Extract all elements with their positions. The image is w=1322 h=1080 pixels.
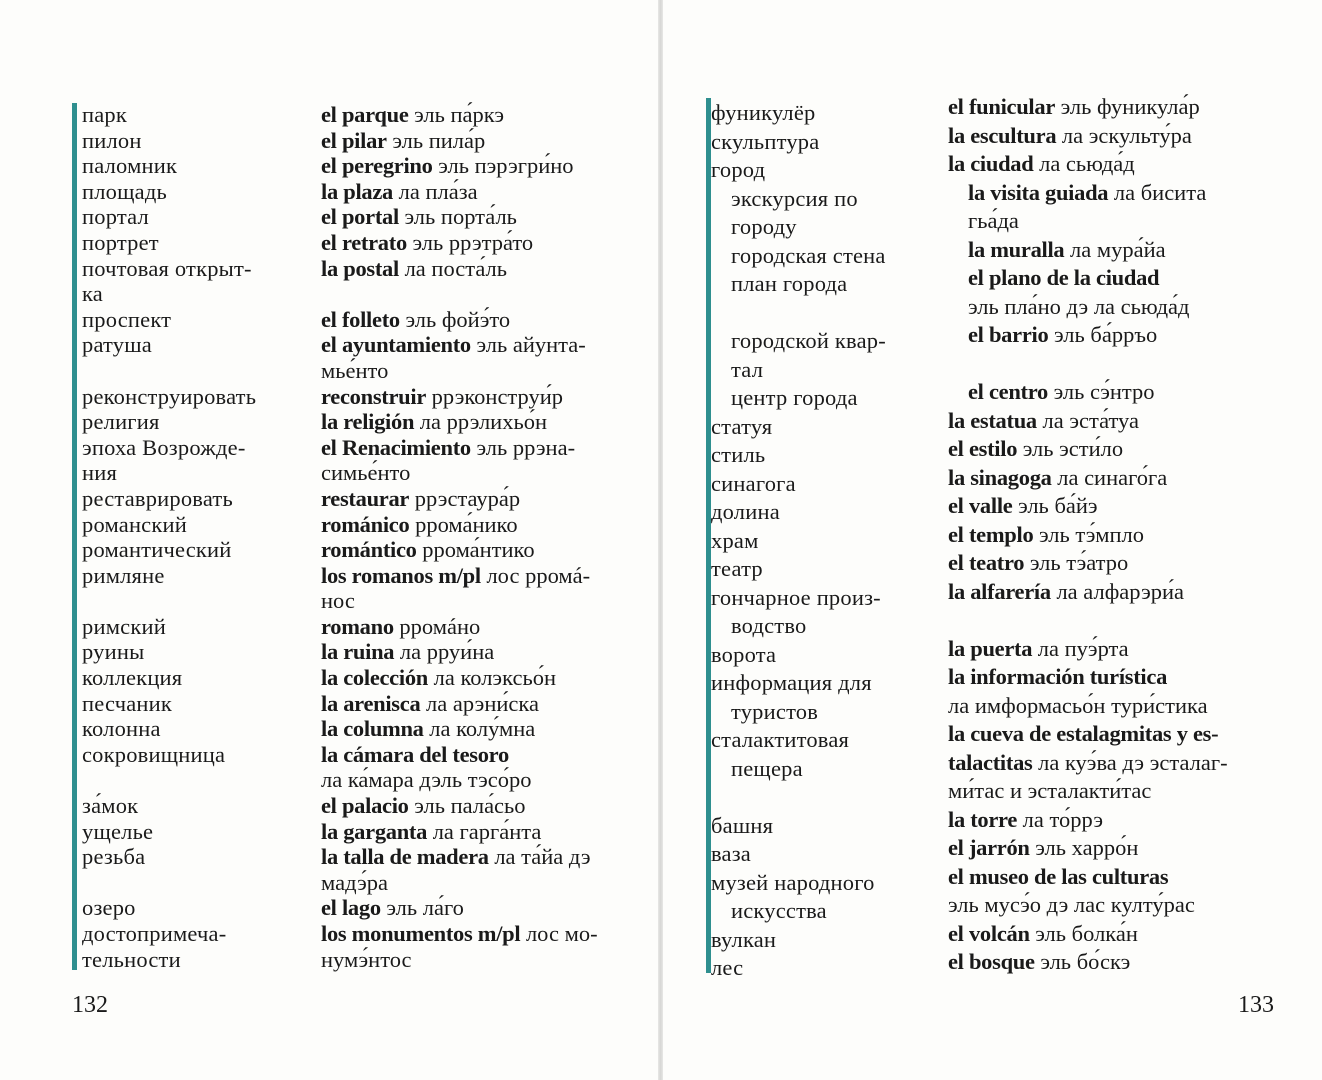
russian-term: информация для [711,670,872,695]
pronunciation: эль пла́но дэ ла сьюда́д [968,293,1190,319]
spanish-term: el peregrino [321,153,433,179]
spanish-term: la plaza [321,178,393,204]
spanish-term: la estatua [948,407,1037,433]
russian-term: за́мок [82,793,139,819]
pronunciation: эль бо́скэ [1034,949,1131,974]
russian-term: план города [731,271,848,296]
pronunciation: ла эскульту́ра [1056,122,1192,148]
russian-term: романтический [82,537,232,563]
left-russian-column [82,102,310,972]
spanish-term: el parque [321,102,409,127]
spanish-term: la escultura [948,122,1057,148]
spanish-term: el retrato [321,229,407,255]
spanish-term: los monumentos m/pl [321,921,521,946]
pronunciation: ла бисита [1108,179,1207,205]
russian-term: лес [711,955,744,980]
pronunciation: эль пала́сьо [408,793,526,819]
russian-term: ка [82,281,103,307]
russian-term: ущелье [82,818,154,844]
spanish-entry [948,521,1293,550]
spanish-term: el volcán [948,920,1030,946]
spanish-entry [948,321,1293,350]
spanish-entry [948,464,1293,493]
pronunciation: эль пэрэгри́но [432,153,574,179]
pronunciation: ррэстаура́р [409,485,521,511]
book-gutter [658,0,663,1080]
russian-term: руины [82,639,145,665]
spanish-term: la cámara del tesoro [321,741,509,767]
russian-term: водство [731,613,807,638]
pronunciation: эль эсти́ло [1017,436,1124,461]
pronunciation: ла ка́мара дэль тэсо́ро [321,767,532,793]
spanish-term: la sinagoga [948,464,1052,490]
russian-term [82,358,310,384]
russian-term: достопримеча- [82,921,227,946]
pronunciation: эль болка́н [1029,920,1138,946]
spanish-entry [948,236,1293,265]
russian-term: городской квар- [731,328,886,353]
spanish-entry [948,293,1293,322]
spanish-term: la torre [948,806,1018,832]
spanish-entry [321,563,641,589]
spanish-entry [948,350,1293,379]
spanish-entry [321,588,641,614]
spanish-entry [321,204,641,230]
spanish-entry [321,691,641,717]
pronunciation: эль мусэ́о дэ лас култу́рас [948,892,1195,917]
pronunciation: нос [321,588,355,614]
spanish-entry [321,793,641,819]
russian-term: искусства [731,898,827,923]
spanish-term: el Renacimiento [321,434,471,460]
russian-term: город [711,157,766,182]
spanish-term: el jarrón [948,835,1030,860]
spanish-entry [321,281,641,307]
pronunciation: эль порта́ль [398,204,517,230]
spanish-entry [321,895,641,921]
russian-term: озеро [82,895,136,921]
spanish-entry [321,947,641,973]
russian-term: колонна [82,716,161,742]
russian-term: вулкан [711,926,777,952]
spanish-entry [948,863,1293,892]
russian-term: религия [82,409,160,435]
spanish-entry [948,578,1293,607]
pronunciation: ла пла́за [392,178,478,204]
spanish-entry [321,870,641,896]
spanish-entry [321,512,641,538]
spanish-entry [948,777,1293,806]
spanish-term: el lago [321,895,381,921]
spanish-term: la talla de madera [321,844,489,870]
pronunciation: ла поста́ль [398,255,508,281]
pronunciation: мье́нто [321,357,389,383]
spanish-entry [321,256,641,282]
pronunciation: ла то́ррэ [1017,806,1103,832]
pronunciation: эль фуникула́р [1055,94,1200,119]
spanish-entry [948,635,1293,664]
russian-term: парк [82,102,128,127]
spanish-entry [948,407,1293,436]
spanish-entry [321,716,641,742]
russian-term [82,870,310,896]
spanish-term: la arenisca [321,690,421,716]
pronunciation: лос мо- [520,921,598,946]
russian-term: пещера [731,755,803,781]
russian-term: долина [711,499,780,524]
pronunciation: эль па́ркэ [408,102,505,127]
pronunciation: ла эста́туа [1036,407,1139,433]
spanish-term: el teatro [948,550,1025,575]
spanish-entry [948,378,1293,407]
spanish-entry [948,692,1293,721]
spanish-term: restaurar [321,485,410,511]
russian-term: городу [731,214,797,239]
pronunciation: ла куэ́ва дэ эсталаг- [1032,749,1228,775]
russian-term: реставрировать [82,485,233,511]
spanish-term: la ciudad [948,151,1034,176]
russian-term: песчаник [82,690,173,716]
pronunciation: ррома́нико [409,511,518,537]
pronunciation: симье́нто [321,460,411,486]
russian-term: паломник [82,153,178,179]
spanish-term: el templo [948,521,1034,547]
spanish-term: romano [321,613,394,639]
pronunciation: ла имформасьо́н тури́стика [948,692,1208,718]
russian-term: ваза [711,841,751,866]
spanish-entry [321,486,641,512]
spanish-entry [321,537,641,563]
spanish-term: la muralla [968,236,1065,262]
russian-term: коллекция [82,665,183,691]
spanish-entry [321,460,641,486]
spanish-entry [321,358,641,384]
russian-term [82,767,310,793]
spanish-term: la garganta [321,818,428,844]
spanish-term: el palacio [321,793,409,819]
russian-term: скульптура [711,128,820,154]
russian-term [82,588,310,614]
pronunciation: эль ррэна- [470,434,576,460]
russian-term: романский [82,511,187,537]
pronunciation: эль сэ́нтро [1047,379,1155,404]
pronunciation: ла алфарэри́а [1050,578,1185,604]
spanish-entry [948,806,1293,835]
russian-term: тельности [82,946,181,972]
spanish-term: la ruina [321,639,395,665]
pronunciation: ла сьюда́д [1033,151,1135,176]
spanish-entry [321,307,641,333]
spanish-term: el bosque [948,949,1035,974]
spanish-entry [321,409,641,435]
spanish-entry [948,891,1293,920]
spanish-term: reconstruir [321,383,427,409]
spanish-term: la religión [321,409,415,435]
spanish-entry [948,834,1293,863]
russian-term: гончарное произ- [711,584,881,610]
spanish-entry [321,639,641,665]
russian-term: храм [711,527,759,553]
spanish-term: la puerta [948,635,1033,661]
russian-term: сокровищница [82,741,226,767]
russian-term: центр города [731,385,858,410]
pronunciation: эль ла́го [380,895,464,921]
pronunciation: ми́тас и эсталакти́тас [948,778,1152,803]
spanish-entry [321,819,641,845]
russian-term: ратуша [82,332,152,358]
russian-term: экскурсия по [731,185,858,211]
russian-term: реконструировать [82,383,257,409]
spanish-entry [948,948,1293,977]
spanish-entry [321,153,641,179]
pronunciation: ла колэксьо́н [428,665,557,691]
spanish-entry [948,122,1293,151]
pronunciation: эль тэ́мпло [1033,521,1145,547]
spanish-entry [948,264,1293,293]
spanish-term: el centro [968,379,1048,404]
pronunciation: лос рромá- [480,562,591,588]
spanish-term: la colección [321,665,428,691]
spanish-entry [321,384,641,410]
russian-term: синагога [711,470,796,496]
spanish-entry [948,150,1293,179]
spanish-entry [321,128,641,154]
spanish-entry [948,720,1293,749]
spanish-term: el estilo [948,436,1018,461]
pronunciation: эль айунта- [470,332,586,358]
pronunciation: гьа́да [968,208,1019,233]
russian-term: римляне [82,562,165,588]
pronunciation: мадэ́ра [321,869,388,895]
spanish-entry [948,749,1293,778]
spanish-entry [321,844,641,870]
pronunciation: ла арэни́ска [420,690,539,716]
pronunciation: эль тэ́атро [1024,550,1129,575]
russian-term [711,783,926,812]
right-russian-column [711,99,926,983]
spanish-entry [321,665,641,691]
pronunciation: ррома́нтико [416,537,535,563]
spanish-entry [948,492,1293,521]
pronunciation: ла синаго́га [1051,464,1168,490]
pronunciation: эль фойэ́то [399,306,511,332]
russian-term: стиль [711,442,766,467]
russian-term: площадь [82,178,167,204]
spanish-entry [321,767,641,793]
russian-term: резьба [82,844,146,870]
spanish-entry [321,921,641,947]
russian-term [711,299,926,328]
spanish-term: el museo de las culturas [948,863,1169,889]
spanish-entry [321,102,641,128]
russian-term: портрет [82,229,159,255]
russian-term: почтовая открыт- [82,255,252,281]
russian-term: театр [711,556,763,581]
page-number-right: 133 [1238,992,1274,1018]
pronunciation: ла колу́мна [423,716,536,742]
spanish-entry [948,179,1293,208]
pronunciation: эль ба́рръо [1048,322,1158,347]
pronunciation: нумэ́нтос [321,946,412,972]
pronunciation: эль пила́р [386,127,486,153]
spanish-entry [948,207,1293,236]
spanish-term: el ayuntamiento [321,332,471,358]
spanish-term: la información turística [948,664,1168,689]
pronunciation: ла та́йа дэ [488,844,591,870]
spanish-term: talactitas [948,749,1033,775]
russian-term: римский [82,613,166,639]
spanish-term: románico [321,511,410,537]
left-column-marker-bar [72,103,77,970]
spanish-term: el plano de la ciudad [968,265,1160,290]
spanish-term: la cueva de estalagmitas y es- [948,721,1219,746]
spanish-term: el folleto [321,306,400,332]
russian-term: статуя [711,413,773,439]
spanish-entry [321,230,641,256]
russian-term: музей народного [711,869,875,895]
pronunciation: ррэконструи́р [426,383,564,409]
spanish-term: la columna [321,716,424,742]
pronunciation: эль ррэтра́то [406,229,534,255]
spanish-entry [948,549,1293,578]
right-spanish-column [948,93,1293,977]
spanish-term: la postal [321,255,399,281]
pronunciation: рромáно [393,613,481,639]
left-spanish-column [321,102,641,972]
russian-term: ворота [711,641,777,667]
pronunciation: ла мура́йа [1064,236,1166,262]
pronunciation: эль харро́н [1029,835,1139,860]
russian-term: ния [82,460,118,486]
russian-term: портал [82,204,149,230]
pronunciation: ла гарга́нта [427,818,542,844]
spanish-entry [321,332,641,358]
russian-term: городская стена [731,242,886,268]
spanish-entry [948,93,1293,122]
spanish-term: el funicular [948,94,1056,119]
russian-term: сталактитовая [711,727,850,752]
spanish-entry [948,920,1293,949]
page-number-left: 132 [72,992,108,1018]
spanish-term: el barrio [968,322,1049,347]
spanish-entry [321,179,641,205]
spanish-entry [321,742,641,768]
russian-term: тал [731,356,764,382]
spanish-entry [948,435,1293,464]
pronunciation: ла ррэлихьо́н [414,409,548,435]
spanish-entry [321,614,641,640]
spanish-entry [321,435,641,461]
russian-term: фуникулёр [711,100,816,125]
russian-term: проспект [82,306,172,332]
spanish-entry [948,606,1293,635]
spanish-term: la visita guiada [968,179,1109,205]
spanish-term: el pilar [321,127,387,153]
russian-term: пилон [82,127,142,153]
spanish-entry [948,663,1293,692]
pronunciation: эль ба́йэ [1012,493,1098,518]
pronunciation: ла рруи́на [394,639,495,665]
pronunciation: ла пуэ́рта [1032,635,1129,661]
russian-term: башня [711,812,774,838]
russian-term: туристов [731,698,819,724]
spanish-term: los romanos m/pl [321,562,481,588]
spanish-term: el portal [321,204,399,230]
russian-term: эпоха Возрожде- [82,434,246,460]
spanish-term: el valle [948,493,1013,518]
spanish-term: romántico [321,537,417,563]
spanish-term: la alfarería [948,578,1051,604]
